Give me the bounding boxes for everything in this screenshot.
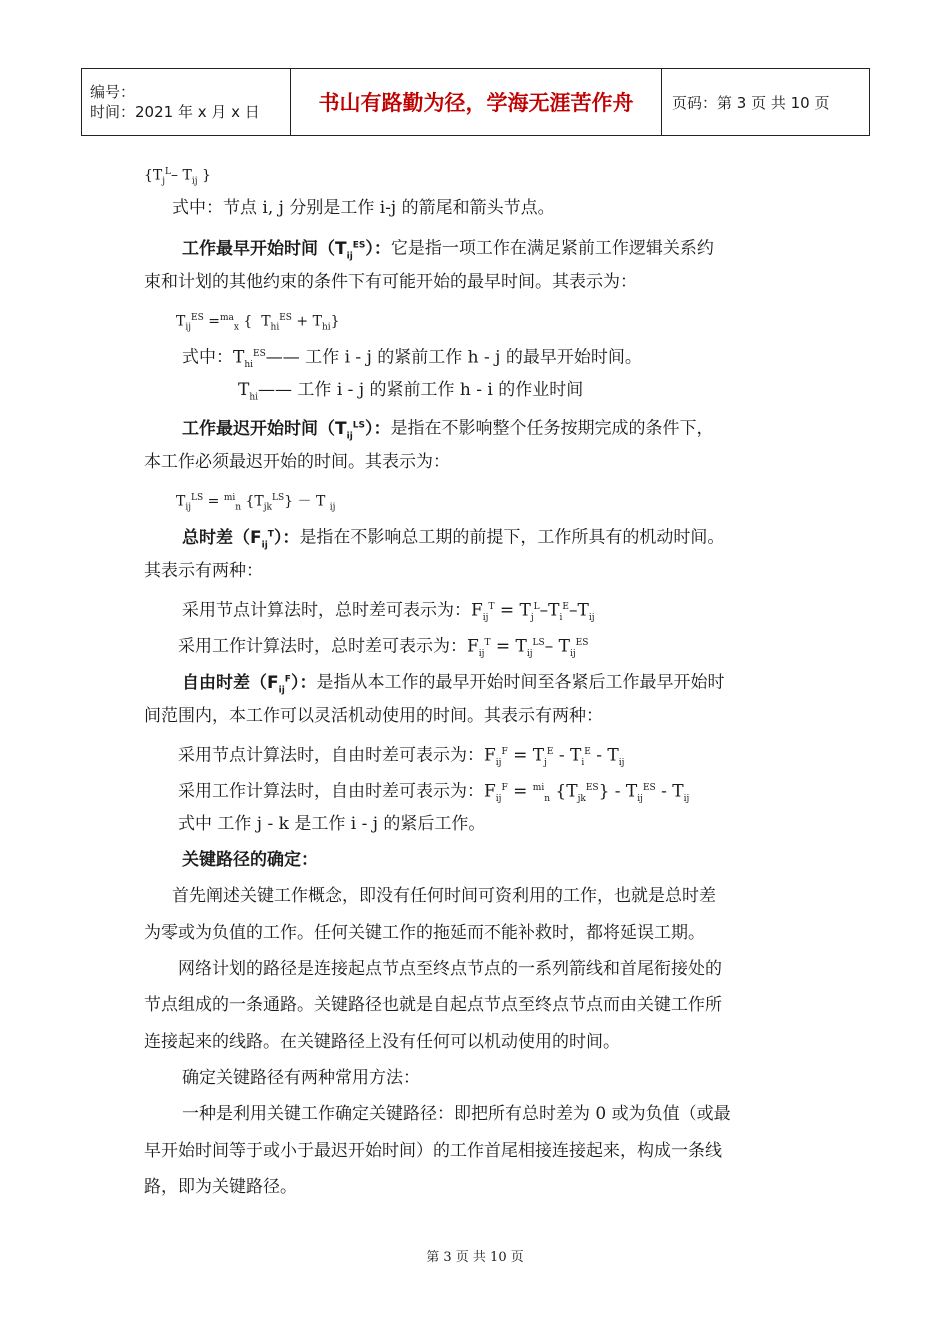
- ff-where: 式中 工作 j - k 是工作 i - j 的紧后工作。: [178, 814, 486, 834]
- critical-path-heading: 关键路径的确定：: [182, 850, 318, 870]
- formula-line-1: {$T_j^L-$ $T_{ij}$ }: [144, 167, 211, 187]
- para-2-line-2: 节点组成的一条通路。关键路径也就是自起点节点至终点节点而由关键工作所: [144, 995, 722, 1015]
- ls-text-line: 本工作必须最迟开始的时间。其表示为：: [144, 452, 450, 472]
- tf-heading-line: 总时差$(F_{ij}^T)$：是指在不影响总工期的前提下，工作所具有的机动时间。: [182, 527, 725, 551]
- ff-heading-line: 自由时差$(F_{ij}^F)$：是指从本工作的最早开始时间至各紧后工作最早开始时: [182, 672, 725, 696]
- ff-method-2: 采用工作计算法时，自由时差可表示为：$F_{ij}^F = ^{mi}_n$ $\{T_{jk}^{ES}\} - T_{ij}^{ES} - T_{ij}$: [178, 781, 690, 805]
- es-where-2: $T_{hi}——$ 工作 i - j 的紧前工作 h - i 的作业时间: [238, 380, 584, 403]
- para-2-line-3: 连接起来的线路。在关键路径上没有任何可以机动使用的时间。: [144, 1032, 620, 1052]
- para-1-line-2: 为零或为负值的工作。任何关键工作的拖延而不能补救时，都将延误工期。: [144, 923, 705, 943]
- para-4-line-1: 一种是利用关键工作确定关键路径：即把所有总时差为 0 或为负值（或最: [182, 1104, 731, 1124]
- ls-heading-line: 工作最迟开始时间$(T_{ij}^{LS})$：是指在不影响整个任务按期完成的条件下，: [182, 418, 714, 442]
- para-3: 确定关键路径有两种常用方法：: [182, 1068, 420, 1088]
- header-page-info: 页码：第 3 页 共 10 页: [662, 69, 870, 136]
- document-date-label: 时间：2021 年 x 月 x 日: [90, 103, 260, 121]
- ff-method-1: 采用节点计算法时，自由时差可表示为：$F_{ij}^F = T_j^E - T_i^E - T_{ij}$: [178, 745, 625, 769]
- document-number-label: 编号：: [90, 83, 136, 101]
- para-2-line-1: 网络计划的路径是连接起点节点至终点节点的一系列箭线和首尾衔接处的: [178, 959, 722, 979]
- ff-heading: 自由时差$(F_{ij}^F)$：: [182, 672, 317, 696]
- ls-heading: 工作最迟开始时间$(T_{ij}^{LS})$：: [182, 418, 391, 442]
- para-4-line-3: 路，即为关键路径。: [144, 1177, 297, 1197]
- es-heading-line: 工作最早开始时间$(T_{ij}^{ES})$：它是指一项工作在满足紧前工作逻辑关系约: [182, 238, 714, 262]
- document-header: [81, 68, 870, 136]
- tf-method-2: 采用工作计算法时，总时差可表示为：$F_{ij}^T = T_{ij}^{LS}-$ $T_{ij}^{ES}$: [178, 636, 589, 660]
- header-motto: 书山有路勤为径，学海无涯苦作舟: [291, 69, 662, 136]
- es-formula: $T_{ij}^{ES} =^{ma}_x$ { $T_{hi}^{ES} + T_{hi}$}: [176, 313, 340, 333]
- ls-formula: $T_{ij}^{LS} = ^{mi}_n$ $\{T_{jk}^{LS}\} - T$ $_{ij}$: [176, 493, 336, 513]
- text-line-2: 式中：节点 i, j 分别是工作 i-j 的箭尾和箭头节点。: [172, 198, 555, 218]
- para-4-line-2: 早开始时间等于或小于最迟开始时间）的工作首尾相接连接起来，构成一条线: [144, 1141, 722, 1161]
- es-where-1: 式中：$T_{hi}^{ES}——$ 工作 i - j 的紧前工作 h - j 的最早开始时间。: [182, 347, 642, 371]
- ff-text-line: 间范围内，本工作可以灵活机动使用的时间。其表示有两种：: [144, 706, 603, 726]
- para-1-line-1: 首先阐述关键工作概念，即没有任何时间可资利用的工作，也就是总时差: [172, 886, 716, 906]
- es-text-line: 束和计划的其他约束的条件下有可能开始的最早时间。其表示为：: [144, 272, 637, 292]
- tf-text-line: 其表示有两种：: [144, 561, 263, 581]
- es-heading: 工作最早开始时间$(T_{ij}^{ES})$：: [182, 238, 391, 262]
- page-footer: 第 3 页 共 10 页: [426, 1250, 524, 1265]
- tf-heading: 总时差$(F_{ij}^T)$：: [182, 527, 300, 551]
- tf-method-1: 采用节点计算法时，总时差可表示为：$F_{ij}^T = T_j^L-T_i^E-T_{ij}$: [182, 600, 595, 624]
- header-meta: [82, 69, 291, 136]
